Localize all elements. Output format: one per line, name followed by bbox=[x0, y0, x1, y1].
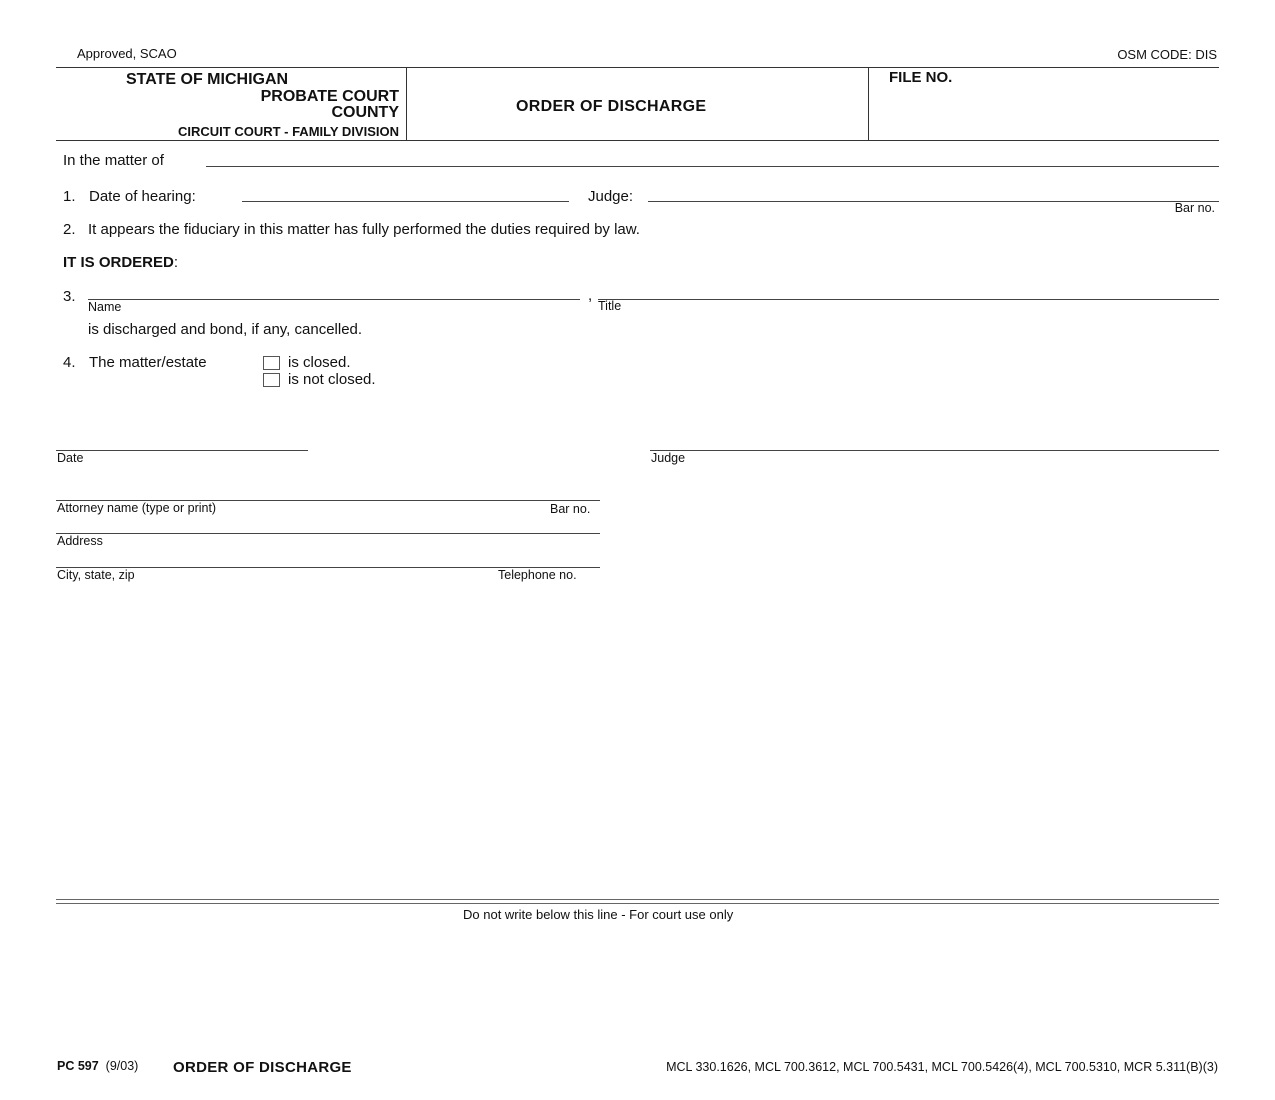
footer-title: ORDER OF DISCHARGE bbox=[173, 1059, 352, 1076]
fiduciary-name-label: Name bbox=[88, 300, 122, 314]
ordered-label: IT IS ORDERED bbox=[63, 254, 174, 271]
file-no-label: FILE NO. bbox=[889, 69, 953, 86]
hearing-date-field[interactable] bbox=[242, 201, 569, 202]
ordered-heading bbox=[63, 254, 178, 271]
matter-label: In the matter of bbox=[63, 152, 164, 169]
footer-form-date: (9/03) bbox=[105, 1059, 139, 1073]
state-label: STATE OF MICHIGAN bbox=[126, 71, 289, 88]
circuit-court-label: CIRCUIT COURT - FAMILY DIVISION bbox=[177, 124, 399, 139]
item2-number: 2. bbox=[63, 221, 76, 238]
court-use-rule-bottom bbox=[56, 903, 1219, 904]
fiduciary-title-field[interactable] bbox=[598, 299, 1219, 300]
header-divider-right bbox=[868, 67, 869, 140]
footer-form-number: PC 597 bbox=[57, 1059, 99, 1073]
item3-comma: , bbox=[588, 287, 593, 304]
file-no-field[interactable] bbox=[880, 88, 1210, 132]
hearing-date-label: Date of hearing: bbox=[89, 188, 196, 205]
judge-field[interactable] bbox=[648, 201, 1219, 202]
item2-text: It appears the fiduciary in this matter has fully performed the duties required by law. bbox=[88, 221, 640, 238]
approved-label: Approved, SCAO bbox=[77, 46, 177, 61]
signature-date-field[interactable] bbox=[56, 450, 308, 451]
address-label: Address bbox=[57, 534, 103, 548]
county-label: COUNTY bbox=[331, 104, 399, 121]
osm-code-label: OSM CODE: DIS bbox=[1117, 47, 1217, 62]
closed-option-label: is closed. bbox=[288, 354, 351, 371]
header-divider-left bbox=[406, 67, 407, 140]
judge-signature-field[interactable] bbox=[650, 450, 1219, 451]
signature-date-label: Date bbox=[57, 451, 84, 465]
attorney-name-label: Attorney name (type or print) bbox=[57, 501, 217, 515]
ordered-colon: : bbox=[173, 254, 179, 271]
judge-label: Judge: bbox=[588, 188, 634, 205]
matter-field[interactable] bbox=[206, 166, 1219, 167]
not-closed-checkbox[interactable] bbox=[263, 373, 280, 387]
not-closed-option-label: is not closed. bbox=[288, 371, 376, 388]
address-field[interactable] bbox=[56, 533, 600, 534]
form-title: ORDER OF DISCHARGE bbox=[516, 98, 707, 115]
footer-form-id bbox=[57, 1059, 138, 1073]
judge-signature-label: Judge bbox=[651, 451, 686, 465]
city-state-zip-label: City, state, zip bbox=[57, 568, 135, 582]
header-bottom-rule bbox=[56, 140, 1219, 141]
item4-number: 4. bbox=[63, 354, 76, 371]
item3-number: 3. bbox=[63, 288, 76, 305]
attorney-bar-no-label: Bar no. bbox=[550, 502, 591, 516]
item1-number: 1. bbox=[63, 188, 76, 205]
footer-citations: MCL 330.1626, MCL 700.3612, MCL 700.5431, MCL 700.5426(4), MCL 700.5310, MCR 5.311(B)(3) bbox=[666, 1060, 1218, 1074]
header-top-rule bbox=[56, 67, 1219, 68]
item4-label: The matter/estate bbox=[89, 354, 207, 371]
court-use-notice: Do not write below this line - For court use only bbox=[463, 907, 734, 922]
closed-checkbox[interactable] bbox=[263, 356, 280, 370]
court-use-rule-top bbox=[56, 899, 1219, 900]
fiduciary-title-label: Title bbox=[598, 299, 622, 313]
item3-text: is discharged and bond, if any, cancelled. bbox=[88, 321, 363, 338]
telephone-label: Telephone no. bbox=[498, 568, 577, 582]
probate-court-label: PROBATE COURT bbox=[260, 88, 399, 105]
fiduciary-name-field[interactable] bbox=[88, 299, 580, 300]
judge-bar-no-label: Bar no. bbox=[1174, 201, 1215, 215]
